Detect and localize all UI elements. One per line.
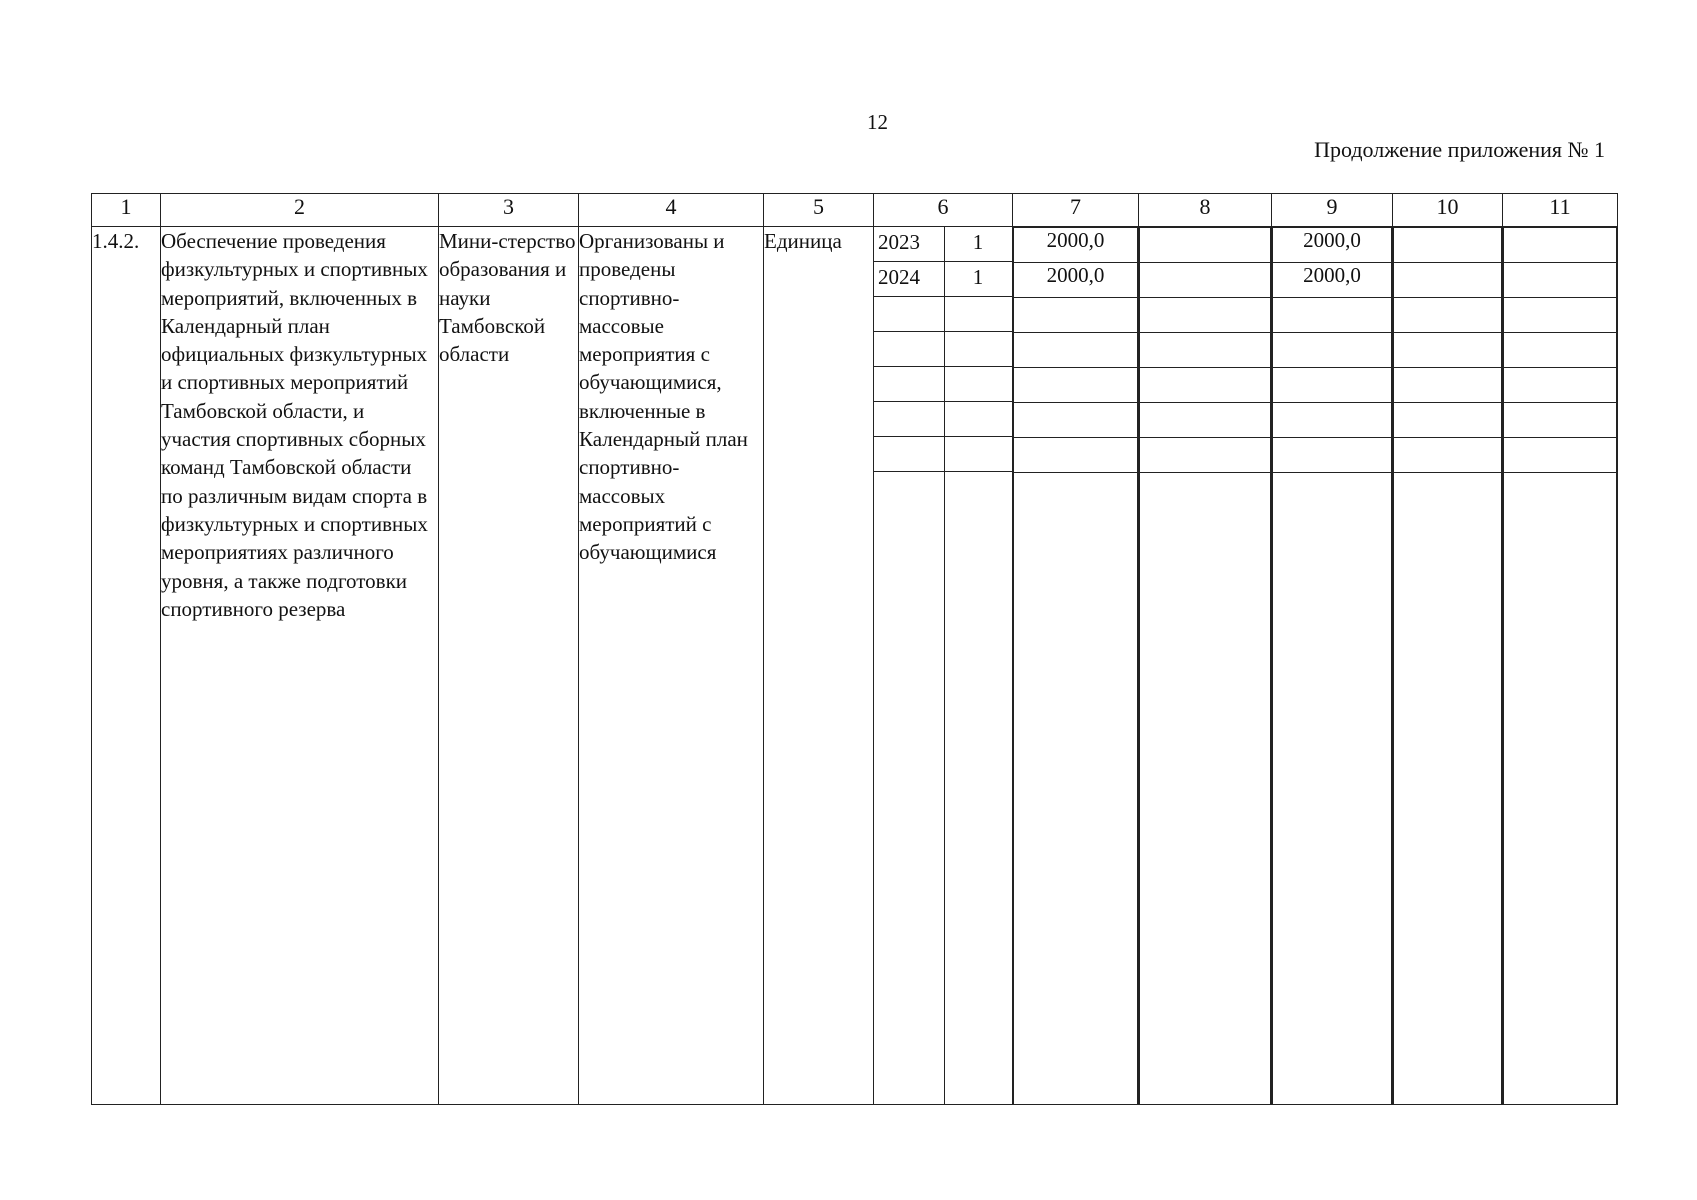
row-col-9: [1272, 227, 1393, 1105]
row-unit: Единица: [764, 227, 874, 1105]
appendix-continuation: Продолжение приложения № 1: [1314, 137, 1605, 162]
header-col-9: 9: [1272, 194, 1393, 227]
row-col-8: [1139, 227, 1272, 1105]
col7-2023: 2000,0: [1014, 228, 1138, 263]
count-2023: 1: [972, 230, 984, 254]
header-col-6: 6: [874, 194, 1013, 227]
row-col-7: [1013, 227, 1139, 1105]
col9-2024: 2000,0: [1273, 263, 1392, 298]
row-col-6: [874, 227, 1013, 1105]
header-col-3: 3: [439, 194, 579, 227]
header-col-7: 7: [1013, 194, 1139, 227]
header-row: [92, 194, 1618, 227]
header-col-2: 2: [161, 194, 439, 227]
year-2024: 2024: [878, 265, 920, 289]
row-result: Организованы и проведены спортивно-массовые мероприятия с обучающимися, включенные в Календарный план спортивно-массовых мероприятий с обучающимися: [579, 227, 764, 1105]
row-name: Обеспечение проведения физкультурных и спортивных мероприятий, включенных в Календарный план официальных физкультурных и спортивных мероприятий Тамбовской области, и участия спортивных сборных команд Тамбовской области по различным видам спорта в физкультурных и спортивных мероприятиях различного уровня, а также подготовки спортивного резерва: [161, 227, 439, 1105]
row-col-11: [1503, 227, 1618, 1105]
appendix-table: [91, 193, 1618, 1105]
col7-2024: 2000,0: [1014, 263, 1138, 298]
col9-2023: 2000,0: [1273, 228, 1392, 263]
header-col-8: 8: [1139, 194, 1272, 227]
table-row: [92, 227, 1618, 1105]
header-col-5: 5: [764, 194, 874, 227]
count-2024: 1: [972, 265, 984, 289]
year-2023: 2023: [878, 230, 920, 254]
row-col-10: [1393, 227, 1503, 1105]
header-col-11: 11: [1503, 194, 1618, 227]
header-col-10: 10: [1393, 194, 1503, 227]
row-executor: Мини-стерство образования и науки Тамбовской области: [439, 227, 579, 1105]
header-col-1: 1: [92, 194, 161, 227]
row-code: 1.4.2.: [92, 227, 161, 1105]
page-number: 12: [867, 110, 888, 134]
header-col-4: 4: [579, 194, 764, 227]
